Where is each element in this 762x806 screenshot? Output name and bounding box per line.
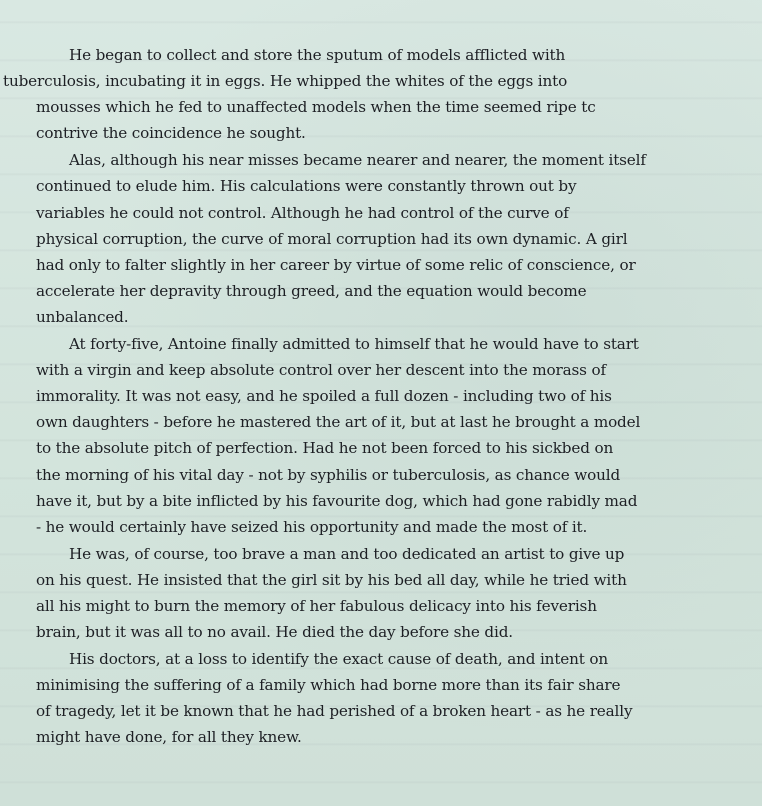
page-text bbox=[3, 42, 726, 752]
text-line: own daughters - before he mastered the art of it, but at last he brought a model bbox=[36, 413, 641, 432]
paragraph-2 bbox=[36, 147, 726, 330]
text-line: Alas, although his near misses became nearer and nearer, the moment itself bbox=[69, 151, 646, 170]
text-line: mousses which he fed to unaffected models when the time seemed ripe tc bbox=[36, 98, 596, 117]
text-line: accelerate her depravity through greed, and the equation would become bbox=[36, 281, 587, 300]
text-line: brain, but it was all to no avail. He died the day before she did. bbox=[36, 623, 513, 642]
text-line: had only to falter slightly in her career by virtue of some relic of conscience, or bbox=[36, 255, 636, 274]
paragraph-1 bbox=[3, 42, 726, 146]
text-line: all his might to burn the memory of her fabulous delicacy into his feverish bbox=[36, 596, 597, 615]
text-line: continued to elude him. His calculations were constantly thrown out by bbox=[36, 177, 577, 196]
text-line: to the absolute pitch of perfection. Had he not been forced to his sickbed on bbox=[36, 439, 614, 458]
paragraph-5 bbox=[36, 646, 726, 750]
paragraph-4 bbox=[36, 541, 726, 645]
text-line: At forty-five, Antoine finally admitted to himself that he would have to start bbox=[69, 335, 639, 354]
text-line: physical corruption, the curve of moral corruption had its own dynamic. A girl bbox=[36, 229, 628, 248]
text-line: variables he could not control. Although he had control of the curve of bbox=[36, 203, 569, 222]
text-line: unbalanced. bbox=[36, 307, 129, 326]
text-line: His doctors, at a loss to identify the exact cause of death, and intent on bbox=[69, 650, 608, 669]
paragraph-3 bbox=[36, 331, 726, 540]
text-line: on his quest. He insisted that the girl sit by his bed all day, while he tried with bbox=[36, 570, 627, 589]
text-line: the morning of his vital day - not by syphilis or tuberculosis, as chance would bbox=[36, 465, 621, 484]
text-line: - he would certainly have seized his opportunity and made the most of it. bbox=[36, 517, 588, 536]
text-line: immorality. It was not easy, and he spoiled a full dozen - including two of his bbox=[36, 387, 612, 406]
text-line: tuberculosis, incubating it in eggs. He whipped the whites of the eggs into bbox=[3, 72, 568, 91]
text-line: might have done, for all they knew. bbox=[36, 728, 302, 747]
text-line: contrive the coincidence he sought. bbox=[36, 124, 306, 143]
text-line: He was, of course, too brave a man and too dedicated an artist to give up bbox=[69, 544, 625, 563]
text-line: of tragedy, let it be known that he had perished of a broken heart - as he really bbox=[36, 702, 633, 721]
text-line: have it, but by a bite inflicted by his favourite dog, which had gone rabidly mad bbox=[36, 491, 638, 510]
text-line: with a virgin and keep absolute control over her descent into the morass of bbox=[36, 361, 606, 380]
text-line: minimising the suffering of a family which had borne more than its fair share bbox=[36, 676, 621, 695]
text-line: He began to collect and store the sputum of models afflicted with bbox=[69, 46, 566, 64]
